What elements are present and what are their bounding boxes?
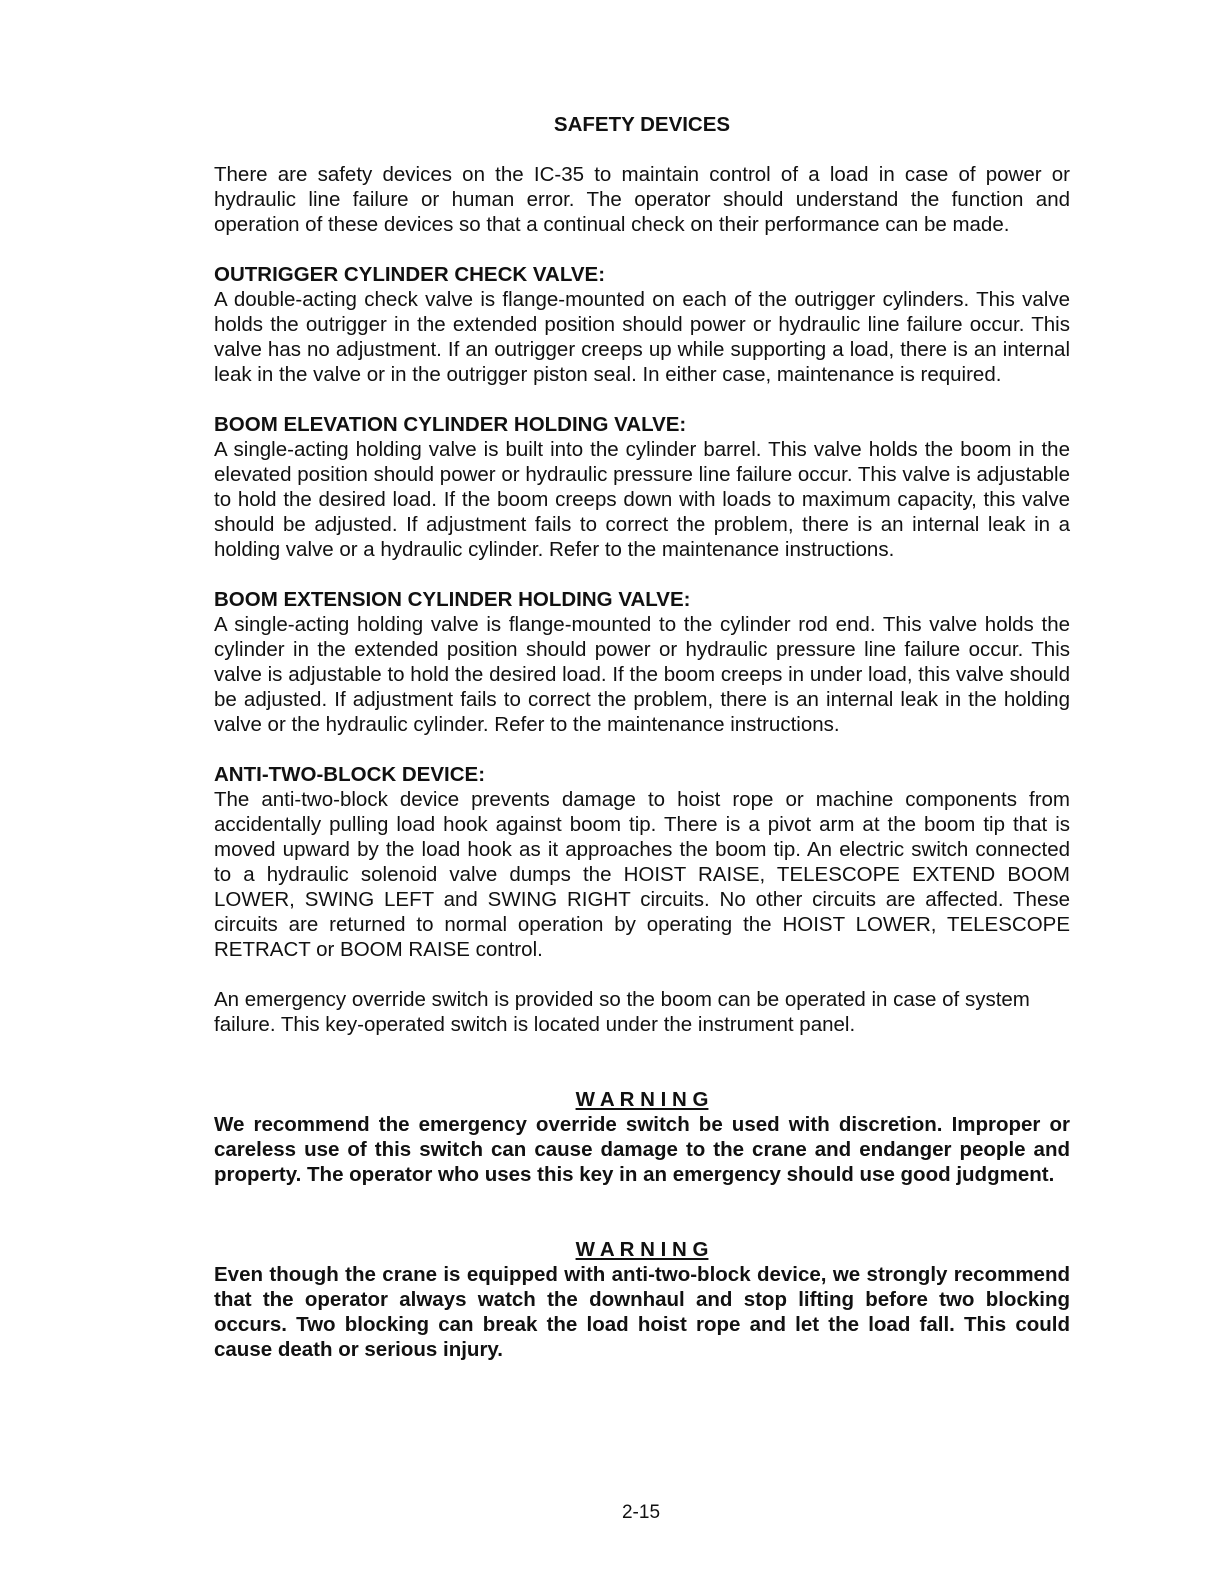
section-heading: BOOM ELEVATION CYLINDER HOLDING VALVE: — [214, 413, 687, 436]
section-boom-elevation-holding-valve — [214, 412, 1070, 562]
warning-title: W A R N I N G — [575, 1088, 709, 1111]
warning-override-switch — [214, 1087, 1070, 1187]
intro-paragraph: There are safety devices on the IC-35 to maintain control of a load in case of power or hydraulic line failure or human error. The operator should understand the function and operation of these devices so that a continual check on their performance can be made. — [214, 163, 1070, 236]
page-number: 2-15 — [621, 1502, 661, 1523]
section-outrigger-check-valve — [214, 262, 1070, 387]
section-body: A single-acting holding valve is flange-mounted to the cylinder rod end. This valve holds the cylinder in the extended position should power or hydraulic pressure line failure occur. This valve is adjustable to hold the desired load. If the boom creeps in under load, this valve should be adjusted. If adjustment fails to correct the problem, there is an internal leak in the holding valve or the hydraulic cylinder. Refer to the maintenance instructions. — [214, 613, 1070, 736]
section-boom-extension-holding-valve — [214, 587, 1070, 737]
section-heading: ANTI-TWO-BLOCK DEVICE: — [214, 763, 486, 786]
warning-body: Even though the crane is equipped with anti-two-block device, we strongly recommend that the operator always watch the downhaul and stop lifting before two blocking occurs. Two blocking can break the load hoist rope and let the load fall. This could cause death or serious injury. — [214, 1263, 1070, 1361]
section-heading: BOOM EXTENSION CYLINDER HOLDING VALVE: — [214, 588, 691, 611]
page-title: SAFETY DEVICES — [553, 113, 731, 136]
section-body: A single-acting holding valve is built into the cylinder barrel. This valve holds the boom in the elevated position should power or hydraulic pressure line failure occur. This valve is adjustable to hold the desired load. If the boom creeps down with loads to maximum capacity, this valve should be adjusted. If adjustment fails to correct the problem, there is an internal leak in a holding valve or a hydraulic cylinder. Refer to the maintenance instructions. — [214, 438, 1070, 561]
override-switch-paragraph: An emergency override switch is provided so the boom can be operated in case of system failure. This key-operated switch is located under the instrument panel. — [214, 988, 1030, 1036]
warning-title: W A R N I N G — [575, 1238, 709, 1261]
section-body: The anti-two-block device prevents damage to hoist rope or machine components from accidentally pulling load hook against boom tip. There is a pivot arm at the boom tip that is moved upward by the load hook as it approaches the boom tip. An electric switch connected to a hydraulic solenoid valve dumps the HOIST RAISE, TELESCOPE EXTEND BOOM LOWER, SWING LEFT and SWING RIGHT circuits. No other circuits are affected. These circuits are returned to normal operation by operating the HOIST LOWER, TELESCOPE RETRACT or BOOM RAISE control. — [214, 788, 1070, 961]
document-page — [214, 112, 1070, 1362]
warning-two-blocking — [214, 1237, 1070, 1362]
section-anti-two-block-device — [214, 762, 1070, 962]
warning-body: We recommend the emergency override switch be used with discretion. Improper or careless use of this switch can cause damage to the crane and endanger people and property. The operator who uses this key in an emergency should use good judgment. — [214, 1113, 1070, 1186]
section-heading: OUTRIGGER CYLINDER CHECK VALVE: — [214, 263, 606, 286]
section-body: A double-acting check valve is flange-mounted on each of the outrigger cylinders. This valve holds the outrigger in the extended position should power or hydraulic line failure occur. This valve has no adjustment. If an outrigger creeps up while supporting a load, there is an internal leak in the valve or in the outrigger piston seal. In either case, maintenance is required. — [214, 288, 1070, 386]
